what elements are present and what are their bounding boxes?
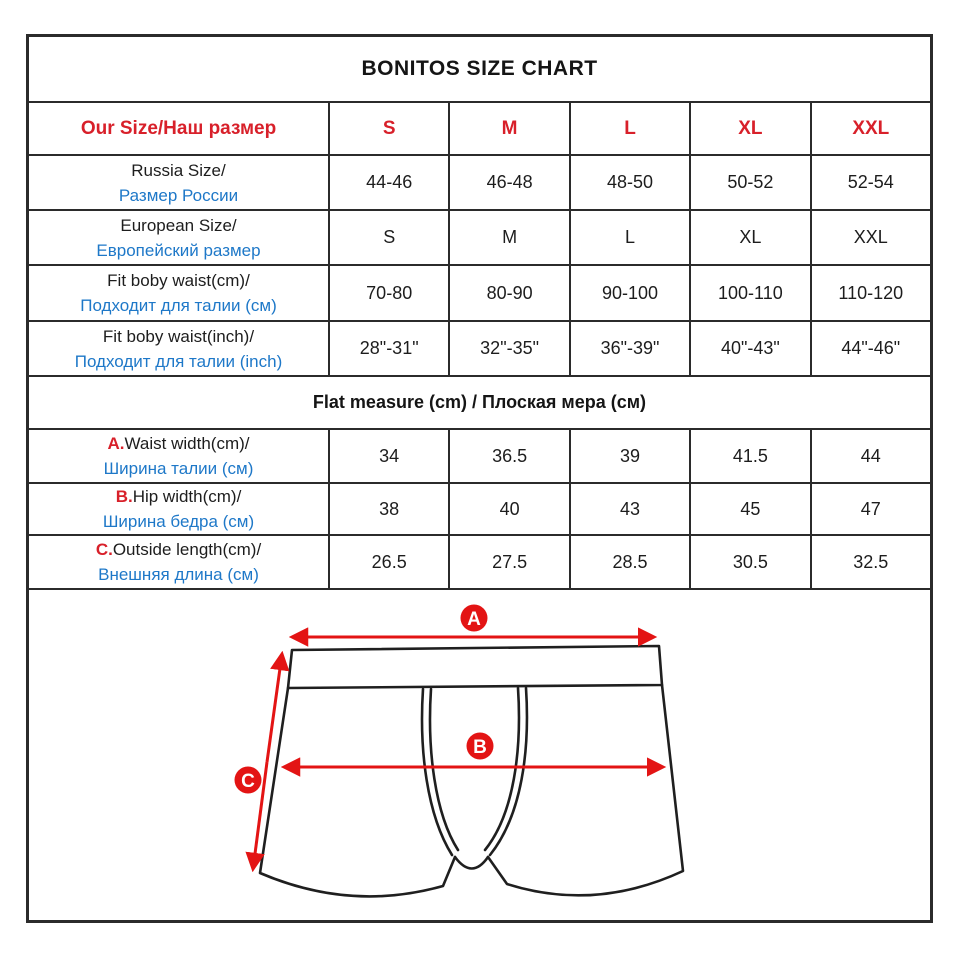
value-cell <box>328 536 448 588</box>
row-label-cell <box>29 322 328 375</box>
cell-value: 52-54 <box>847 172 894 192</box>
table-row-fit-waist-inch <box>29 320 930 375</box>
row-label-cell <box>29 211 328 264</box>
value-cell <box>810 484 930 534</box>
size-header-row <box>29 101 930 154</box>
value-cell <box>569 266 689 320</box>
value-cell <box>810 430 930 482</box>
badge-c-label: C <box>241 771 255 792</box>
cell-value: 36"-39" <box>600 338 660 358</box>
row-label-en-text: Waist width(cm)/ <box>124 434 250 453</box>
cell-value: 40"-43" <box>720 338 780 358</box>
left-leg <box>260 688 455 896</box>
value-cell <box>569 322 689 375</box>
cell-value: L <box>624 227 635 247</box>
value-cell <box>448 156 568 209</box>
value-cell <box>569 211 689 264</box>
cell-value: 39 <box>619 445 640 466</box>
table-row-outside-length <box>29 534 930 588</box>
value-cell <box>328 430 448 482</box>
right-seam-outer <box>490 688 527 855</box>
row-label-ru: Внешняя длина (см) <box>98 565 259 584</box>
cell-value: 48-50 <box>606 172 654 192</box>
cell-value: XXL <box>853 227 888 247</box>
row-label-en <box>108 431 250 456</box>
value-cell <box>689 536 809 588</box>
measure-badges <box>235 605 494 794</box>
cell-value: S <box>383 227 396 247</box>
size-col-label: XL <box>738 117 763 139</box>
size-col-label: M <box>501 117 518 139</box>
boxer-outline <box>260 646 683 896</box>
table-row-european-size <box>29 209 930 264</box>
row-label-ru: Ширина бедра (см) <box>102 512 255 531</box>
row-label-ru: Подходит для талии (см) <box>80 296 277 315</box>
chart-title: BONITOS SIZE CHART <box>361 57 598 80</box>
value-cell <box>689 211 809 264</box>
value-cell <box>810 322 930 375</box>
value-cell <box>448 484 568 534</box>
cell-value: 32"-35" <box>480 338 539 358</box>
table-row-fit-waist-cm <box>29 264 930 320</box>
cell-value: 28"-31" <box>359 338 419 358</box>
cell-value: 44 <box>860 445 881 466</box>
crotch-curve <box>455 857 488 869</box>
value-cell <box>448 430 568 482</box>
cell-value: 43 <box>619 498 640 519</box>
row-label-cell <box>29 266 328 320</box>
measure-letter-a: A. <box>107 434 125 453</box>
value-cell <box>569 536 689 588</box>
row-label-en: European Size/ <box>120 215 237 235</box>
row-label-ru: Ширина талии (см) <box>103 459 254 478</box>
row-label-cell <box>29 484 328 534</box>
value-cell <box>328 322 448 375</box>
value-cell <box>810 536 930 588</box>
size-col-xl <box>689 103 809 154</box>
measure-letter-c: C. <box>95 540 113 559</box>
chart-frame <box>26 34 933 923</box>
size-col-m <box>448 103 568 154</box>
cell-value: 90-100 <box>601 282 659 303</box>
value-cell <box>569 156 689 209</box>
row-label-en: Russia Size/ <box>131 160 226 180</box>
table-row-waist-width <box>29 428 930 482</box>
row-label-en: Fit boby waist(inch)/ <box>102 326 255 346</box>
cell-value: 80-90 <box>486 282 533 303</box>
value-cell <box>810 266 930 320</box>
value-cell <box>689 266 809 320</box>
header-label-cell <box>29 103 328 154</box>
flat-measure-section-row <box>29 375 930 428</box>
row-label-en-text: Hip width(cm)/ <box>132 487 242 506</box>
row-label-en-text: Outside length(cm)/ <box>112 540 262 559</box>
cell-value: 41.5 <box>732 445 768 466</box>
measurement-diagram <box>29 588 930 918</box>
chart-title-row <box>29 37 930 101</box>
cell-value: 36.5 <box>492 445 528 466</box>
cell-value: 27.5 <box>492 551 528 572</box>
size-col-l <box>569 103 689 154</box>
row-label-ru: Подходит для талии (inch) <box>74 351 283 371</box>
value-cell <box>328 211 448 264</box>
row-label-ru: Размер России <box>118 185 239 205</box>
row-label-en <box>96 537 261 562</box>
row-label-en: Fit boby waist(cm)/ <box>107 271 250 290</box>
value-cell <box>328 156 448 209</box>
value-cell <box>569 484 689 534</box>
cell-value: 44-46 <box>366 172 413 192</box>
cell-value: 110-120 <box>838 282 904 303</box>
waistband <box>288 646 662 688</box>
row-label-en <box>116 484 242 509</box>
cell-value: 26.5 <box>371 551 407 572</box>
value-cell <box>448 536 568 588</box>
value-cell <box>328 266 448 320</box>
cell-value: 70-80 <box>366 282 413 303</box>
table-row-russia-size <box>29 154 930 209</box>
header-label: Our Size/Наш размер <box>80 117 277 139</box>
size-col-label: S <box>382 117 396 139</box>
size-col-label: XXL <box>852 117 890 139</box>
measure-letter-b: B. <box>115 487 133 506</box>
flat-measure-title: Flat measure (cm) / Плоская мера (см) <box>312 392 647 412</box>
row-label-cell <box>29 156 328 209</box>
cell-value: 40 <box>499 498 520 519</box>
value-cell <box>448 211 568 264</box>
value-cell <box>569 430 689 482</box>
size-col-label: L <box>624 117 636 139</box>
badge-b-label: B <box>473 737 487 758</box>
cell-value: 50-52 <box>727 172 774 192</box>
value-cell <box>448 266 568 320</box>
left-seam-inner <box>430 689 458 850</box>
value-cell <box>689 484 809 534</box>
cell-value: 47 <box>860 498 881 519</box>
cell-value: 44"-46" <box>841 338 901 358</box>
badge-a-label: A <box>467 609 481 630</box>
cell-value: 28.5 <box>612 551 648 572</box>
cell-value: XL <box>739 227 762 247</box>
size-col-xxl <box>810 103 930 154</box>
cell-value: 30.5 <box>732 551 768 572</box>
cell-value: 32.5 <box>853 551 889 572</box>
value-cell <box>448 322 568 375</box>
cell-value: 34 <box>379 445 400 466</box>
row-label-ru: Европейский размер <box>96 240 261 260</box>
row-label-cell <box>29 430 328 482</box>
cell-value: 46-48 <box>486 172 533 192</box>
measure-arrows <box>253 637 663 869</box>
cell-value: M <box>502 227 518 247</box>
value-cell <box>810 156 930 209</box>
value-cell <box>689 156 809 209</box>
boxer-shorts-diagram <box>29 590 930 918</box>
value-cell <box>689 322 809 375</box>
row-label-cell <box>29 536 328 588</box>
right-seam-inner <box>485 688 519 850</box>
size-col-s <box>328 103 448 154</box>
table-row-hip-width <box>29 482 930 534</box>
right-leg <box>488 685 683 895</box>
cell-value: 100-110 <box>718 282 783 303</box>
cell-value: 38 <box>379 498 400 519</box>
value-cell <box>328 484 448 534</box>
value-cell <box>689 430 809 482</box>
value-cell <box>810 211 930 264</box>
cell-value: 45 <box>740 498 761 519</box>
